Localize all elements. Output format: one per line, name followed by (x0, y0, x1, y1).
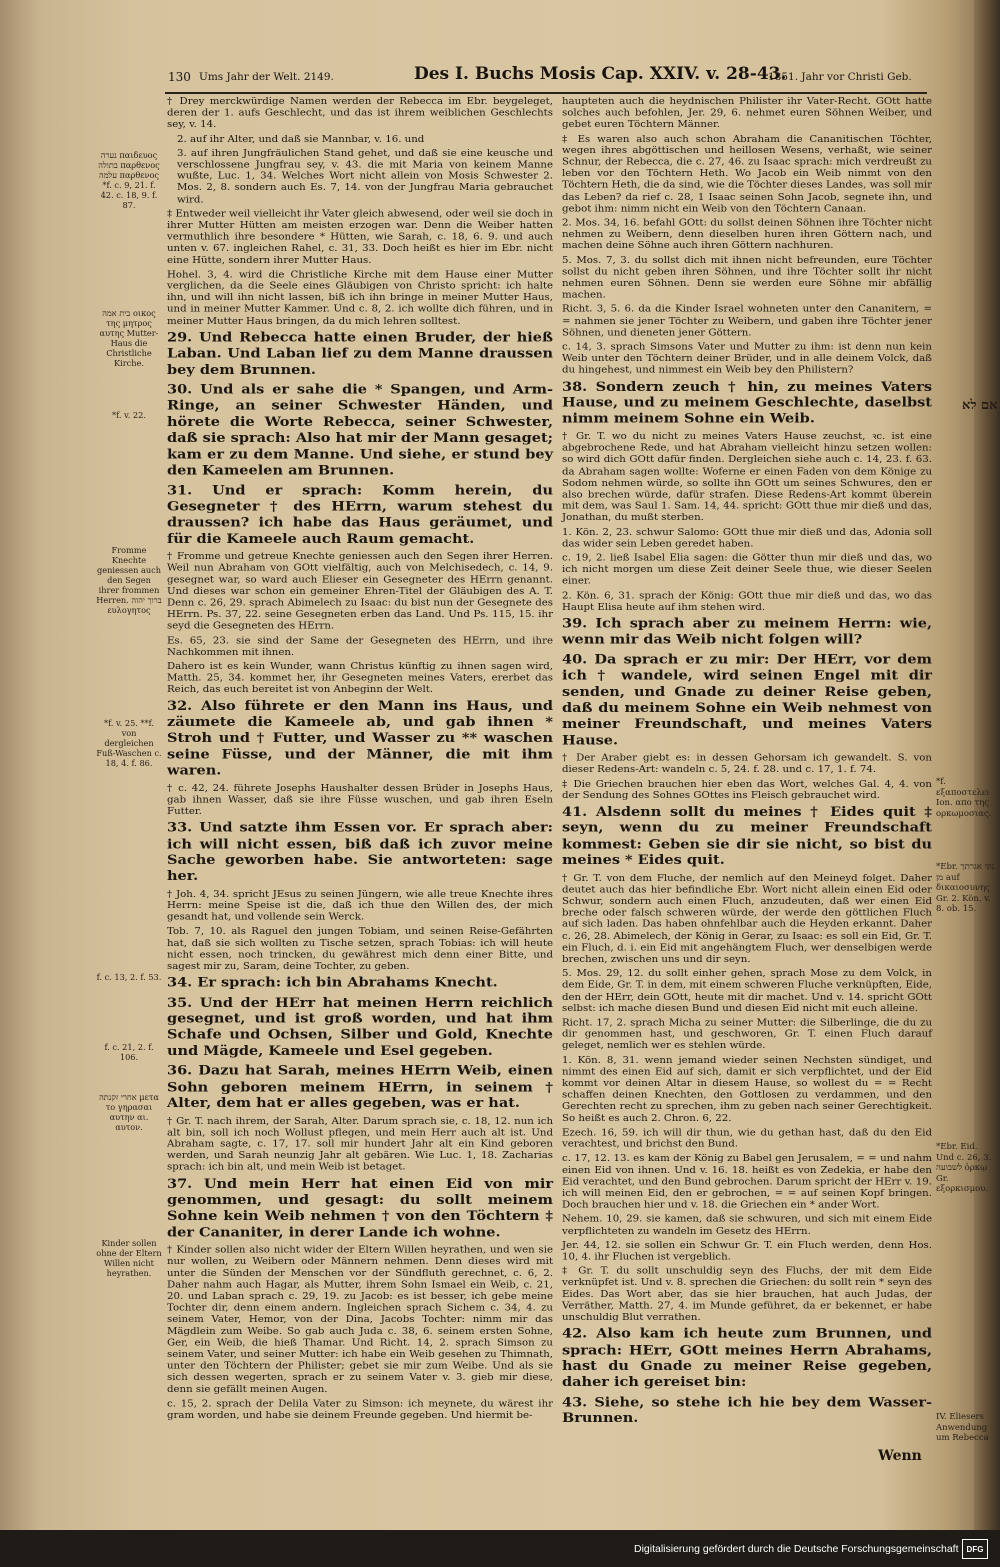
left-column-note: † Kinder sollen also nicht wider der Eltern Willen heyrathen, und wen sie nur wollen, zu Weibern oder Männern nehmen. Denn dieses wird mit unter die Sünden der Menschen vor der Sündfluth gerechnet, c. 6, 2. Daher nahm auch Hagar, als Mutter, ihrem Sohn Ismael ein Weib, c. 21, 20. und Laban sprach c. 29, 19. zu Jacob: es ist besser, ich gebe meine Tochter dir, denn einem andern. Ingleichen sprach Sichem c. 34, 4. zu seinem Vater, Hemor, von der Dina, Jacobs Tochter: nimm mir das Mägdlein zum Weibe. So gab auch Juda c. 38, 6. seinem ersten Sohne, Ger, ein Weib, die hieß Thamar. Und Richt. 14, 2. sprach Simson zu seinem Vater, und seiner Mutter: ich habe ein Weib gesehen zu Thimnath, unter den Töchtern der Philister; gebet sie mir zum Weibe. Und als sie sich dessen wegerten, sprach er zu seinem Vater v. 3. gieb mir diese, denn sie gefällt meinen Augen. (167, 1245, 553, 1395)
left-column-note: ‡ Entweder weil vielleicht ihr Vater gleich abwesend, oder weil sie doch in ihrer Mutter Hütten am meisten erzogen war. Denn die Weiber hatten vermuthlich ihre besondere * Hütten, wie Sarah, c. 18, 6. 9. und auch unten v. 67. ingleichen Rahel, c. 31, 33. Doch heißt es hier im Ebr. nicht eine Hütte, sondern ihrer Mutter Haus. (167, 209, 553, 266)
left-column-note: 3. auf ihren Jungfräulichen Stand gehet, und daß sie eine keusche und verschlossene Jungfrau sey, v. 43. die mit Maria von keinem Manne wußte, Luc. 1, 34. Welches Wort nicht allein von Mosis Schwester 2. Mos. 2, 8. sondern auch Es. 7, 14. von der Jungfrau Maria gebrauchet wird. (177, 148, 553, 205)
left-column-note: Dahero ist es kein Wunder, wann Christus künftig zu ihnen sagen wird, Matth. 25, 34. kommet her, ihr Gesegneten meines Vaters, ererbet das Reich, das euch bereitet ist von Anbeginn der Welt. (167, 661, 553, 695)
right-column-verse: 38. Sondern zeuch † hin, zu meines Vaters Hause, und zu meinem Geschlechte, daselbst nimm meinem Sohne ein Weib. (562, 379, 932, 427)
right-column-note: Richt. 3, 5. 6. da die Kinder Israel wohneten unter den Cananitern, = = nahmen sie jener Töchter zu Weibern, und gaben ihre Töchter jener Söhnen, und dieneten jener Göttern. (562, 304, 932, 338)
margin-note-section-iv: IV. Eliesers Anwendung um Rebecca (936, 1412, 989, 1443)
left-column-note: † Joh. 4, 34. spricht JEsus zu seinen Jüngern, wie alle treue Knechte ihres Herrn: meine Speise ist die, daß ich thue den Willen des, der mich gesandt hat, und vollende sein Werck. (167, 889, 553, 923)
margin-note-greek-right-2: *Ebr. נקי אגרתך מן auf δικαιοσυνης Gr. 2. Kön. v. 8. ob. 15. (936, 862, 995, 914)
margin-note-hebrew-greek-2: אחרי זקנתה μετα το γηρασαι αυτην αι. αυτον. (99, 1092, 159, 1132)
margin-note-kinder: Kinder sollen ohne der Eltern Willen nicht heyrathen. (96, 1238, 162, 1278)
left-column-verse: 30. Und als er sahe die * Spangen, und Arm-Ringe, an seiner Schwester Händen, und hörete die Worte Rebecca, seiner Schwester, daß sie sprach: Also hat mir der Mann gesaget; kam er zu dem Manne. Und siehe, er stund bey den Kameelen am Brunnen. (167, 382, 553, 479)
right-column-note: 5. Mos. 29, 12. du sollt einher gehen, sprach Mose zu dem Volck, in dem Eide, Gr. T. in dem, mit einem schweren Fluche verknüpften, Eide, den der HErr, dein GOtt, heute mit dir machet. Und v. 14. spricht GOtt selbst: ich mache diesen Bund und diesen Eid nicht mit euch alleine. (562, 969, 932, 1014)
right-column-verse: 40. Da sprach er zu mir: Der HErr, vor dem ich † wandele, wird seinen Engel mit dir senden, und Gnade zu deiner Reise geben, daß du meinem Sohne ein Weib nehmest von meiner Freundschaft, und meines Vaters Hause. (562, 651, 932, 748)
left-column-verse: 33. Und satzte ihm Essen vor. Er sprach aber: ich will nicht essen, biß daß ich zuvor meine Sache geworben habe. Sie antworteten: sage her. (167, 820, 553, 884)
right-column-note: † Gr. T. von dem Fluche, der nemlich auf den Meineyd folget. Daher deutet auch das hier befindliche Ebr. Wort nicht allein einen Eid oder Schwur, sondern auch einen Fluch, anzudeuten, daß wer einen Eid breche oder falsch schweren würde, der werde den göttlichen Fluch auf sich laden. Das haben ohnfehlbar auch die Heyden erkannt. Daher c. 26, 28. Abimelech, der König in Gerar, zu Isaac: es soll ein Eid, Gr. T. ein Fluch, d. i. ein Eid mit angehängtem Fluch, wer denselbigen werde brechen, zwischen uns und dir seyn. (562, 873, 932, 965)
margin-note-greek-right-3: *Ebr. Eid. Und c. 26, 3. לשבועה ὁρκῳ Gr. εξορκισμου. (936, 1142, 992, 1194)
left-column-verse: 29. Und Rebecca hatte einen Bruder, der hieß Laban. Und Laban lief zu dem Manne draussen bey dem Brunnen. (167, 329, 553, 378)
page-edge-shadow (974, 0, 1000, 1530)
right-column-note: Ezech. 16, 59. ich will dir thun, wie du gethan hast, daß du den Eid verachtest, und brichst den Bund. (562, 1128, 932, 1150)
right-column-note: Jer. 44, 12. sie sollen ein Schwur Gr. T. ein Fluch werden, denn Hos. 10, 4. ihr Fluchen ist vergeblich. (562, 1240, 932, 1262)
right-column-note: 2. Kön. 6, 31. sprach der König: GOtt thue mir dieß und das, wo das Haupt Elisa heute auf ihm stehen wird. (562, 591, 932, 613)
margin-note-mutter-haus: בית אמה οικος της μητρος αυτης Mutter-Haus die Christliche Kirche. (99, 308, 159, 368)
page-title: Des I. Buchs Mosis Cap. XXIV. v. 28-43. (414, 64, 787, 84)
dfg-logo: DFG (962, 1539, 988, 1559)
right-column-verse: 42. Also kam ich heute zum Brunnen, und sprach: HErr, GOtt meines Herrn Abrahams, hast du Gnade zu meiner Reise gegeben, daher ich gereiset bin: (562, 1326, 932, 1390)
right-column-note: 2. Mos. 34, 16. befahl GOtt: du sollst deinen Söhnen ihre Töchter nicht nehmen zu Weibern, denn dieselben huren ihren Göttern nach, und machen deine Söhne auch ihren Göttern nachhuren. (562, 218, 932, 252)
left-text-column (167, 96, 553, 1424)
left-column-verse: 34. Er sprach: ich bin Abrahams Knecht. (167, 975, 498, 991)
right-column-note: 5. Mos. 7, 3. du sollst dich mit ihnen nicht befreunden, eure Töchter sollst du nicht geben ihren Söhnen, und ihre Töchter sollt ihr nicht nehmen euren Söhnen. Denn sie werden eure Söhne mir abfällig machen. (562, 255, 932, 301)
header-rule (165, 92, 927, 94)
margin-note-fuss-waschen: *f. v. 25. **f. von dergleichen Fuß-Waschen c. 18, 4. f. 86. (96, 718, 162, 768)
right-column-note: Richt. 17, 2. sprach Micha zu seiner Mutter: die Silberlinge, die du zu dir genommen hast, und geschworen, Gr. T. einen Fluch darauf geleget, nemlich wer es stehlen würde. (562, 1018, 932, 1052)
left-column-note: † Gr. T. nach ihrem, der Sarah, Alter. Darum sprach sie, c. 18, 12. nun ich alt bin, soll ich noch Wollust pflegen, und mein Herr auch alt ist. Und Abraham sagte, c. 17, 17. soll mir hundert Jahr alt ein Kind geboren werden, und Sarah neunzig Jahr alt gebären. Wie Luc. 1, 18. Zacharias sprach: ich bin alt, und mein Weib ist betaget. (167, 1116, 553, 1173)
left-column-note: † c. 42, 24. führete Josephs Haushalter dessen Brüder in Josephs Haus, gab ihnen Wasser, daß sie ihre Füsse wuschen, und gab ihren Eseln Futter. (167, 783, 553, 817)
margin-note-fromme-knechte: Fromme Knechte geniessen auch den Segen ihrer frommen Herren. ברוך יהוה ευλογητος (96, 545, 162, 615)
left-column-verse: 31. Und er sprach: Komm herein, du Gesegneter † des HErrn, warum stehest du draussen? ich habe das Haus geräumet, und für die Kameele auch Raum gemacht. (167, 482, 553, 547)
right-column-note: † Der Araber giebt es: in dessen Gehorsam ich gewandelt. S. von dieser Redens-Art: wandeln c. 5, 24. f. 28. und c. 17, 1. f. 74. (562, 753, 932, 775)
left-column-note: 2. auf ihr Alter, und daß sie Mannbar, v. 16. und (177, 134, 425, 145)
catchword: Wenn (878, 1448, 922, 1464)
left-column-verse: 32. Also führete er den Mann ins Haus, und zäumete die Kameele ab, und gab ihnen * Stroh und † Futter, und Wasser zu ** waschen seine Füsse, und der Männer, die mit ihm waren. (167, 698, 553, 779)
margin-note-hebrew-right: אם לא (962, 398, 998, 413)
right-column-note: ‡ Die Griechen brauchen hier eben das Wort, welches Gal. 4, 4. von der Sendung des Sohnes GOttes ins Fleisch gebrauchet wird. (562, 779, 932, 801)
right-column-note: Nehem. 10, 29. sie kamen, daß sie schwuren, und sich mit einem Eide verpflichteten zu wandeln im Gesetz des HErrn. (562, 1214, 932, 1237)
left-column-note: Es. 65, 23. sie sind der Same der Gesegneten des HErrn, und ihre Nachkommen mit ihnen. (167, 635, 553, 658)
running-head-right: 1851. Jahr vor Christi Geb. (768, 71, 912, 83)
right-column-note: c. 19, 2. ließ Isabel Elia sagen: die Götter thun mir dieß und das, wo ich nicht morgen um diese Zeit deiner Seele thue, wie dieser Seelen einer. (562, 553, 932, 587)
left-column-note: c. 15, 2. sprach der Delila Vater zu Simson: ich meynete, du wärest ihr gram worden, und habe sie deinem Freunde gegeben. Und hiermit be- (167, 1399, 553, 1421)
right-column-note: 1. Kön. 2, 23. schwur Salomo: GOtt thue mir dieß und das, Adonia soll das wider sein Leben geredet haben. (562, 527, 932, 549)
right-text-column (562, 96, 932, 1431)
right-column-verse: 43. Siehe, so stehe ich hie bey dem Wasser-Brunnen. (562, 1394, 932, 1426)
running-head-left: Ums Jahr der Welt. 2149. (199, 71, 334, 83)
right-column-note: c. 14, 3. sprach Simsons Vater und Mutter zu ihm: ist denn nun kein Weib unter den Töchtern deiner Brüder, und in alle deinem Volck, daß du hingehest, und nimmest ein Weib bey den Philistern? (562, 342, 932, 376)
margin-note-hebrew-greek-1: נערה παιδευος בתולה παρθενος עלמה παρθενος *f. c. 9, 21. f. 42. c. 18, 9. f. 87. (98, 150, 160, 210)
right-column-note: 1. Kön. 8, 31. wenn jemand wieder seinen Nechsten sündiget, und nimmt des einen Eid auf sich, damit er sich verpflichtet, und der Eid kommt vor deinen Altar in diesem Hause, so wollest du = = Recht schaffen deinen Knechten, den Gottlosen zu verdammen, und den Gerechten recht zu sprechen, ihm zu geben nach seiner Gerechtigkeit. So heißt es auch 2. Chron. 6, 22. (562, 1055, 932, 1124)
right-column-note: ‡ Gr. T. du sollt unschuldig seyn des Fluchs, der mit dem Eide verknüpfet ist. Und v. 8. sprechen die Griechen: du sollt rein * seyn des Eides. Das Wort aber, das sie hier brauchen, hat auch Judas, der Verräther, Matth. 27, 4. im Munde geführet, da er bekennet, er habe unschuldig Blut verrathen. (562, 1266, 932, 1323)
right-column-note: ‡ Es waren also auch schon Abraham die Cananitischen Töchter, wegen ihres abgöttischen und heillosen Wesens, verhaßt, wie seiner Schnur, der Rebecca, die c. 27, 46. zu Isaac sprach: mich verdreußt zu leben vor den Töchtern Heth. Wo Jacob ein Weib nimmt von den Töchtern Heth, die da sind, wie die Töchter dieses Landes, was soll mir das Leben? da rief c. 28, 1 Isaac seinen Sohn Jacob, segnete ihn, und gebot ihm: nimm nicht ein Weib von den Töchtern Canaan. (562, 134, 932, 214)
right-column-verse: 39. Ich sprach aber zu meinem Herrn: wie, wenn mir das Weib nicht folgen will? (562, 616, 932, 648)
left-column-note: † Drey merckwürdige Namen werden der Rebecca im Ebr. beygeleget, deren der 1. aufs Geschlecht, und das ist ihrem weiblichen Geschlechts sey, v. 14. (167, 96, 553, 130)
right-column-note: † Gr. T. wo du nicht zu meines Vaters Hause zeuchst, ꝛc. ist eine abgebrochene Rede, und hat Abraham vielleicht hinzu setzen wollen: so wird dich GOtt dafür finden. Dergleichen siehe auch c. 14, 23. f. 63. da Abraham sagen wollte: Woferne er einen Faden von dem Könige zu Sodom nehmen würde, so sollte ihn GOtt um seines Schwures, den er also brechen würde, dafür strafen. Diese Redens-Art kommt überein mit dem, was Saul 1. Sam. 14, 44. spricht: GOtt thue mir dieß und das, Jonathan, du mußt sterben. (562, 432, 932, 524)
margin-note-ref-1: *f. v. 22. (112, 410, 146, 420)
left-column-verse: 35. Und der HErr hat meinen Herrn reichlich gesegnet, und ist groß worden, und hat ihm Schafe und Ochsen, Silber und Gold, Knechte und Mägde, Kameele und Esel gegeben. (167, 995, 553, 1059)
left-column-note: Hohel. 3, 4. wird die Christliche Kirche mit dem Hause einer Mutter verglichen, da die Seele eines Gläubigen von Christo spricht: ich halte ihn, und will ihn nicht lassen, biß ich ihn bringe in meiner Mutter Haus, und in meiner Mutter Kammer. Und c. 8, 2. ich wollte dich führen, und in meiner Mutter Haus bringen, da du mich lehren solltest. (167, 270, 553, 327)
right-column-note: haupteten auch die heydnischen Philister ihr Vater-Recht. GOtt hatte solches auch befohlen, Jer. 29, 6. nehmet euren Söhnen Weiber, und gebet euren Töchtern Männer. (562, 96, 932, 130)
right-column-verse: 41. Alsdenn sollt du meines † Eides quit ‡ seyn, wenn du zu meiner Freundschaft kommest: Geben sie dir sie nicht, so bist du meines * Eides quit. (562, 804, 932, 868)
footer-credit: Digitalisierung gefördert durch die Deutsche Forschungsgemeinschaft (634, 1543, 959, 1555)
left-column-note: Tob. 7, 10. als Raguel den jungen Tobiam, und seinen Reise-Gefährten hat, daß sie sich wollten zu Tische setzen, sprach Tobias: ich will heute nicht essen, noch trincken, du gewährest mich denn einer Bitte, und sagest mir zu, Saram, deine Tochter, zu geben. (167, 927, 553, 972)
right-column-note: c. 17, 12. 13. es kam der König zu Babel gen Jerusalem, = = und nahm einen Eid von ihnen. Und v. 16. 18. heißt es von Zedekia, er habe den Eid verachtet, und den Bund gebrochen. Darum spricht der HErr v. 19. ich will meinen Eid, den er gebrochen, = = auf seinen Kopf bringen. Doch brauchen hier und v. 18. die Griechen ein * ander Wort. (562, 1154, 932, 1211)
margin-note-greek-right-1: *f. εξαποστελει Ion. απο της ορκωμοσιας. (936, 777, 992, 819)
left-column-verse: 37. Und mein Herr hat einen Eid von mir genommen, und gesagt: du sollt meinem Sohne kein Weib nehmen † von den Töchtern ‡ der Cananiter, in derer Lande ich wohne. (167, 1176, 553, 1240)
page-number: 130 (168, 70, 191, 84)
margin-note-ref-3: f. c. 21, 2. f. 106. (104, 1042, 154, 1062)
left-column-note: † Fromme und getreue Knechte geniessen auch den Segen ihrer Herren. Weil nun Abraham von GOtt vielfältig, auch von Melchisedech, c. 14, 9. gesegnet war, so ward auch Elieser ein Gesegneter des HErrn genannt. Und dieses war schon ein gemeiner Ehren-Titel der Gläubigen des A. T. Denn c. 26, 29. sprach Abimelech zu Isaac: du bist nun der Gesegnete des HErrn. Ps. 37, 22. seine Gesegneten erben das Land. Und Ps. 115, 15. ihr seyd die Gesegneten des HErrn. (167, 551, 553, 632)
margin-note-ref-2: f. c. 13, 2. f. 53. (96, 972, 162, 982)
left-column-verse: 36. Dazu hat Sarah, meines HErrn Weib, einen Sohn geboren meinem HErrn, in seinem † Alter, dem hat er alles gegeben, was er hat. (167, 1063, 553, 1111)
